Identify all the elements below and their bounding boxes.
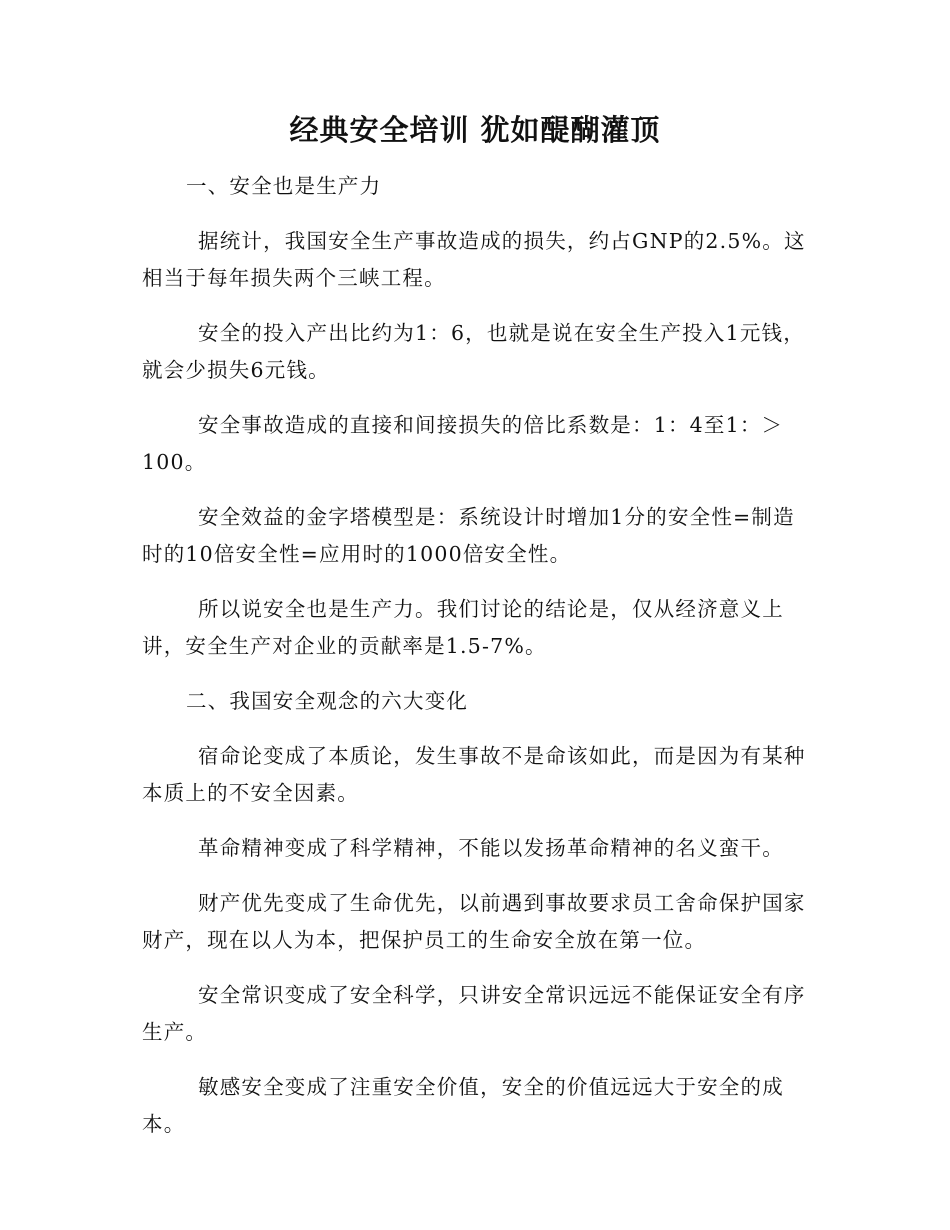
- paragraph: 安全效益的金字塔模型是：系统设计时增加1分的安全性=制造时的10倍安全性=应用时的1000倍安全性。: [142, 505, 795, 566]
- paragraph: 所以说安全也是生产力。我们讨论的结论是，仅从经济意义上讲，安全生产对企业的贡献率是1.5-7%。: [142, 597, 784, 658]
- paragraph: 安全常识变成了安全科学，只讲安全常识远远不能保证安全有序生产。: [142, 983, 806, 1044]
- section-heading-1: 一、安全也是生产力: [186, 174, 382, 198]
- paragraph: 革命精神变成了科学精神，不能以发扬革命精神的名义蛮干。: [198, 836, 784, 860]
- paragraph: 财产优先变成了生命优先，以前遇到事故要求员工舍命保护国家财产，现在以人为本，把保护员工的生命安全放在第一位。: [142, 891, 806, 952]
- paragraph: 敏感安全变成了注重安全价值，安全的价值远远大于安全的成本。: [142, 1075, 784, 1136]
- section-heading-2: 二、我国安全观念的六大变化: [186, 689, 469, 713]
- paragraph: 安全事故造成的直接和间接损失的倍比系数是：1：4至1：＞100。: [142, 413, 784, 474]
- document-body: [142, 168, 810, 1161]
- paragraph: 安全的投入产出比约为1：6，也就是说在安全生产投入1元钱，就会少损失6元钱。: [142, 321, 805, 382]
- paragraph: 宿命论变成了本质论，发生事故不是命该如此，而是因为有某种本质上的不安全因素。: [142, 744, 806, 805]
- paragraph: 据统计，我国安全生产事故造成的损失，约占GNP的2.5%。这相当于每年损失两个三峡工程。: [142, 229, 806, 290]
- page-title: 经典安全培训 犹如醍醐灌顶: [289, 113, 661, 147]
